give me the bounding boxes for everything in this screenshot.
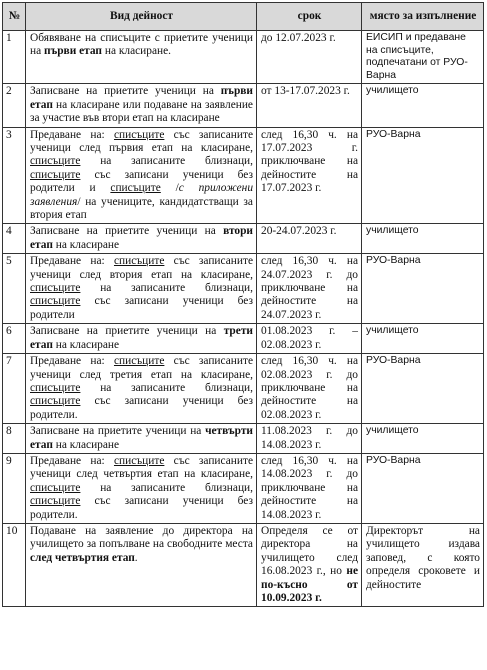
row-number: 7 xyxy=(3,354,26,424)
place-cell: училището xyxy=(362,324,484,354)
activity-cell: Записване на приетите ученици на трети етап на класиране xyxy=(26,324,257,354)
table-row xyxy=(3,224,484,254)
header-term: срок xyxy=(257,3,362,31)
term-cell: 01.08.2023 г. – 02.08.2023 г. xyxy=(257,324,362,354)
header-place: място за изпълнение xyxy=(362,3,484,31)
term-cell: от 13-17.07.2023 г. xyxy=(257,84,362,127)
document-sheet xyxy=(2,2,483,607)
term-cell: след 16,30 ч. на 02.08.2023 г. до приключване на дейностите на 02.08.2023 г. xyxy=(257,354,362,424)
activity-cell: Записване на приетите ученици на първи етап на класиране или подаване на заявление за участие във втори етап на класиране xyxy=(26,84,257,127)
header-num: № xyxy=(3,3,26,31)
term-cell: до 12.07.2023 г. xyxy=(257,31,362,84)
table-row xyxy=(3,127,484,224)
place-cell: Директорът на училището издава заповед, с която определя сроковете и дейностите xyxy=(362,523,484,606)
activity-cell: Предаване на: списъците със записаните ученици след третия етап на класиране, списъците на записаните близнаци, списъците със записани ученици без родители. xyxy=(26,354,257,424)
term-cell: след 16,30 ч. на 14.08.2023 г. до приключване на дейностите на 14.08.2023 г. xyxy=(257,453,362,523)
row-number: 4 xyxy=(3,224,26,254)
activity-cell: Предаване на: списъците със записаните ученици след четвъртия етап на класиране, списъците на записаните близнаци, списъците със записани ученици без родители. xyxy=(26,453,257,523)
term-cell: Определя се от директора на училището след 16.08.2023 г., но не по-късно от 10.09.2023 г. xyxy=(257,523,362,606)
place-cell: училището xyxy=(362,224,484,254)
row-number: 9 xyxy=(3,453,26,523)
table-row xyxy=(3,84,484,127)
activity-cell: Записване на приетите ученици на втори етап на класиране xyxy=(26,224,257,254)
header-activity: Вид дейност xyxy=(26,3,257,31)
place-cell: училището xyxy=(362,84,484,127)
place-cell: РУО-Варна xyxy=(362,127,484,224)
place-cell: ЕИСИП и предаване на списъците, подпечатани от РУО-Варна xyxy=(362,31,484,84)
place-cell: РУО-Варна xyxy=(362,354,484,424)
table-row xyxy=(3,31,484,84)
activity-cell: Предаване на: списъците със записаните ученици след втория етап на класиране, списъците на записаните близнаци, списъците със записани ученици без родители xyxy=(26,254,257,324)
schedule-table xyxy=(2,2,484,607)
table-row xyxy=(3,424,484,454)
place-cell: училището xyxy=(362,424,484,454)
row-number: 2 xyxy=(3,84,26,127)
activity-cell: Обявяване на списъците с приетите ученици на първи етап на класиране. xyxy=(26,31,257,84)
table-row xyxy=(3,254,484,324)
activity-cell: Предаване на: списъците със записаните ученици след първия етап на класиране, списъците на записаните близнаци, списъците със записани ученици без родители и списъците /с приложени заявления/ на учениците, кандидатстващи за втория етап xyxy=(26,127,257,224)
term-cell: след 16,30 ч. на 17.07.2023 г. приключване на дейностите на 17.07.2023 г. xyxy=(257,127,362,224)
row-number: 10 xyxy=(3,523,26,606)
row-number: 6 xyxy=(3,324,26,354)
term-cell: след 16,30 ч. на 24.07.2023 г. до приключване на дейностите на 24.07.2023 г. xyxy=(257,254,362,324)
table-row xyxy=(3,354,484,424)
table-row xyxy=(3,453,484,523)
activity-cell: Подаване на заявление до директора на училището за попълване на свободните места след четвъртия етап. xyxy=(26,523,257,606)
place-cell: РУО-Варна xyxy=(362,453,484,523)
term-cell: 11.08.2023 г. до 14.08.2023 г. xyxy=(257,424,362,454)
term-cell: 20-24.07.2023 г. xyxy=(257,224,362,254)
row-number: 1 xyxy=(3,31,26,84)
activity-cell: Записване на приетите ученици на четвърти етап на класиране xyxy=(26,424,257,454)
table-row xyxy=(3,324,484,354)
row-number: 8 xyxy=(3,424,26,454)
row-number: 3 xyxy=(3,127,26,224)
header-row xyxy=(3,3,484,31)
table-row xyxy=(3,523,484,606)
place-cell: РУО-Варна xyxy=(362,254,484,324)
row-number: 5 xyxy=(3,254,26,324)
